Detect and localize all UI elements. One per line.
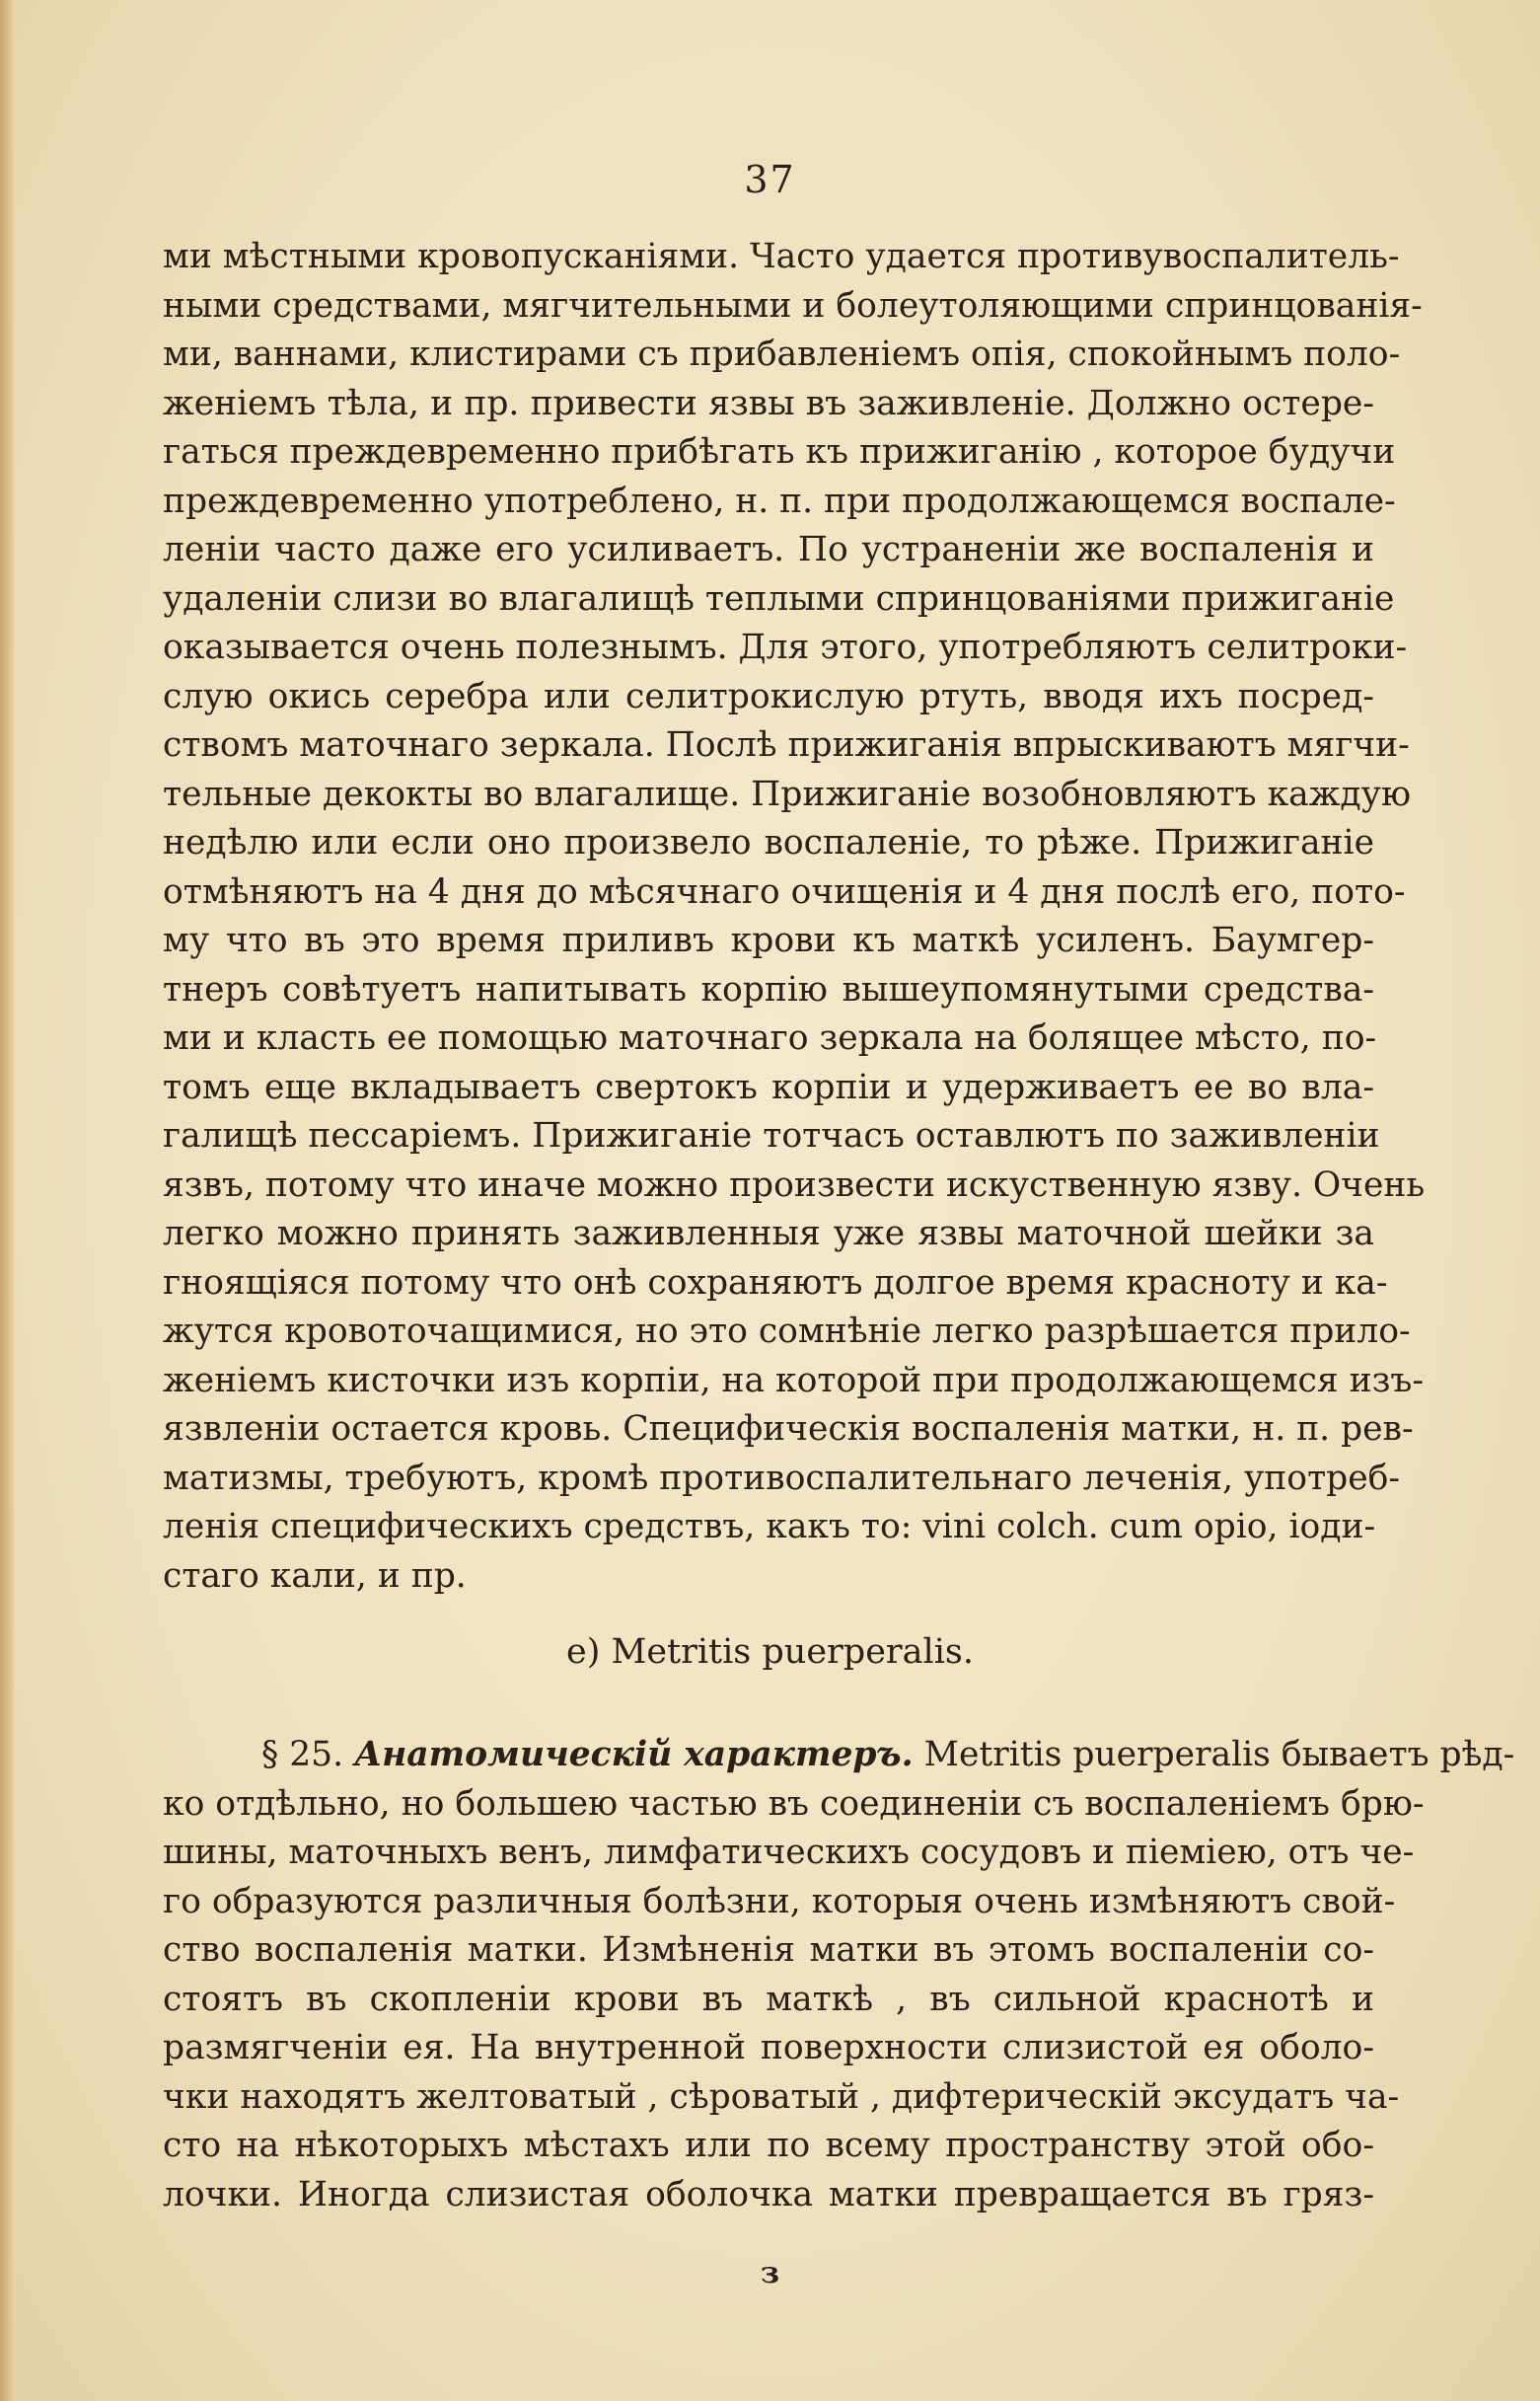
signature-mark: з [760,2256,780,2290]
text-line: оказывается очень полезнымъ. Для этого, употребляютъ селитроки- [163,628,1408,667]
text-line: сто на нѣкоторыхъ мѣстахъ или по всему пространству этой обо- [163,2126,1374,2165]
text-line-rest: Metritis puerperalis бываетъ рѣд- [913,1735,1515,1774]
text-line: ленія специфическихъ средствъ, какъ то: vini colch. cum opio, іоди- [163,1507,1376,1546]
page-binding-edge [0,0,14,2401]
text-line: леніи часто даже его усиливаетъ. По устраненіи же воспаленія и [163,530,1374,569]
text-line: ными средствами, мягчительными и болеутоляющими спринцованія- [163,285,1423,326]
text-line: тнеръ совѣтуетъ напитывать корпію вышеупомянутыми средства- [163,969,1374,1010]
paragraph-anatomy [163,1731,1515,2219]
text-line: удаленіи слизи во влагалищѣ теплыми спринцованіями прижиганіе [163,578,1395,619]
text-line: лочки. Иногда слизистая оболочка матки превращается въ гряз- [163,2174,1374,2214]
text-line: ми мѣстными кровопусканіями. Часто удается противувоспалитель- [163,237,1400,276]
text-line: томъ еще вкладываетъ свертокъ корпіи и удерживаетъ ее во вла- [163,1067,1374,1107]
text-line: язвъ, потому что иначе можно произвести искуственную язву. Очень [163,1164,1426,1205]
text-line: гноящіяся потому что онѣ сохраняютъ долгое время красноту и ка- [163,1262,1388,1303]
text-line: легко можно принять заживленныя уже язвы маточной шейки за [163,1214,1374,1253]
page-number: 37 [744,158,796,201]
text-line: гаться преждевременно прибѣгать къ прижиганію , которое будучи [163,432,1396,472]
text-line: му что въ это время приливъ крови къ маткѣ усиленъ. Баумгер- [163,921,1374,960]
text-line: преждевременно употреблено, н. п. при продолжающемся воспале- [163,481,1396,521]
italic-subheading: Анатомическій характеръ. [354,1735,914,1774]
text-line-first [163,1731,1515,1780]
text-line: ство воспаленія матки. Измѣненія матки въ этомъ воспаленіи со- [163,1930,1374,1970]
text-line: тельные декокты во влагалище. Прижиганіе возобновляютъ каждую [163,774,1412,814]
text-line: женіемъ тѣла, и пр. привести язвы въ заживленіе. Должно остере- [163,383,1374,423]
section-number: § 25. [261,1735,355,1774]
text-line: шины, маточныхъ венъ, лимфатическихъ сосудовъ и піеміею, отъ че- [163,1833,1415,1872]
text-line: стоятъ въ скопленіи крови въ маткѣ , въ сильной краснотѣ и [163,1979,1374,2019]
text-line: жутся кровоточащимися, но это сомнѣніе легко разрѣшается прило- [163,1312,1411,1351]
text-line: ствомъ маточнаго зеркала. Послѣ прижиганія впрыскиваютъ мягчи- [163,725,1410,765]
text-line: слую окись серебра или селитрокислую ртуть, вводя ихъ посред- [163,676,1374,716]
section-heading: e) Metritis puerperalis. [566,1632,974,1672]
text-line: галищѣ пессаріемъ. Прижиганіе тотчасъ оставлютъ по заживленіи [163,1116,1380,1156]
text-line: стаго кали, и пр. [163,1555,467,1596]
text-line: отмѣняютъ на 4 дня до мѣсячнаго очищенія и 4 дня послѣ его, пото- [163,871,1406,912]
text-line: матизмы, требуютъ, кромѣ противоспалительнаго леченія, употреб- [163,1458,1401,1498]
text-line: размягченіи ея. На внутренной поверхности слизистой ея оболо- [163,2028,1374,2067]
text-line: язвленіи остается кровь. Специфическія воспаленія матки, н. п. рев- [163,1409,1414,1449]
paragraph-treatment [163,233,1426,1601]
text-line: ми и класть ее помощью маточнаго зеркала на болящее мѣсто, по- [163,1018,1377,1058]
text-line: го образуются различныя болѣзни, которыя очень измѣняютъ свой- [163,1881,1396,1921]
text-line: чки находятъ желтоватый , сѣроватый , дифтерическій эксудатъ ча- [163,2076,1400,2117]
text-line: ми, ваннами, клистирами съ прибавленіемъ опія, спокойнымъ поло- [163,335,1401,374]
text-line: ко отдѣльно, но большею частью въ соединеніи съ воспаленіемъ брю- [163,1783,1425,1824]
text-line: женіемъ кисточки изъ корпіи, на которой при продолжающемся изъ- [163,1360,1425,1400]
text-line: недѣлю или если оно произвело воспаленіе, то рѣже. Прижиганіе [163,823,1374,863]
